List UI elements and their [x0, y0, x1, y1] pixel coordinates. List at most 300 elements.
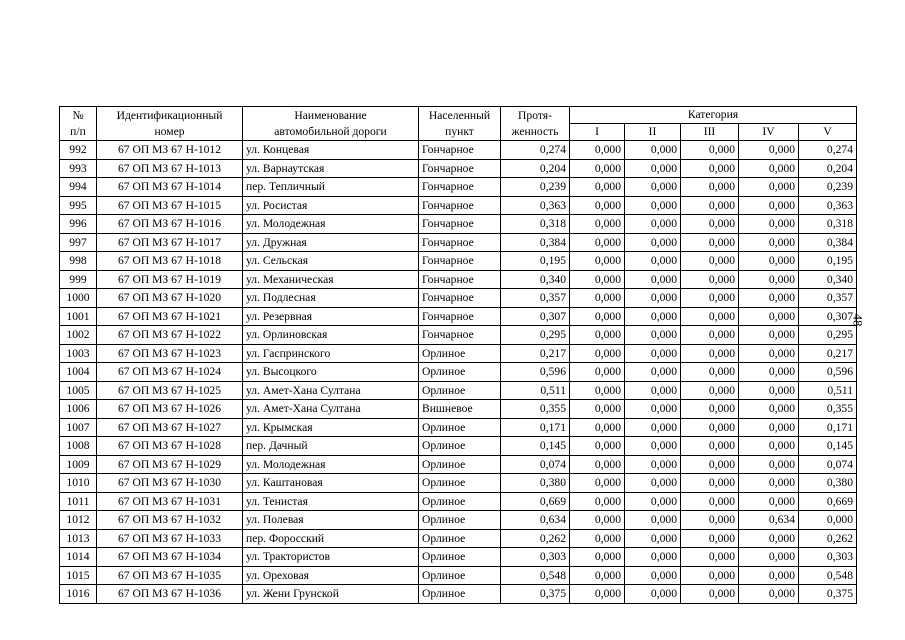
- row-category-3: 0,000: [681, 178, 739, 197]
- row-category-3: 0,000: [681, 326, 739, 345]
- row-road-name: ул. Дружная: [243, 233, 419, 252]
- row-number: 1010: [60, 474, 97, 493]
- row-road-name: ул. Варнаутская: [243, 159, 419, 178]
- row-place: Гончарное: [419, 178, 501, 197]
- row-category-4: 0,000: [739, 141, 799, 160]
- row-number: 1000: [60, 289, 97, 308]
- header-number: [60, 107, 97, 141]
- table-header: [60, 107, 857, 141]
- row-category-2: 0,000: [625, 270, 681, 289]
- row-road-name: ул. Жени Грунской: [243, 585, 419, 604]
- row-category-1: 0,000: [570, 215, 625, 234]
- row-category-1: 0,000: [570, 270, 625, 289]
- row-length: 0,357: [501, 289, 570, 308]
- row-number: 1012: [60, 511, 97, 530]
- row-road-name: пер. Тепличный: [243, 178, 419, 197]
- row-category-1: 0,000: [570, 492, 625, 511]
- row-road-name: ул. Орлиновская: [243, 326, 419, 345]
- row-category-4: 0,000: [739, 215, 799, 234]
- row-id: 67 ОП МЗ 67 Н-1017: [97, 233, 243, 252]
- row-place: Гончарное: [419, 270, 501, 289]
- row-length: 0,375: [501, 585, 570, 604]
- row-number: 997: [60, 233, 97, 252]
- row-length: 0,363: [501, 196, 570, 215]
- row-category-1: 0,000: [570, 474, 625, 493]
- row-category-2: 0,000: [625, 252, 681, 271]
- row-length: 0,295: [501, 326, 570, 345]
- row-road-name: ул. Амет-Хана Султана: [243, 381, 419, 400]
- row-road-name: ул. Крымская: [243, 418, 419, 437]
- row-category-4: 0,000: [739, 492, 799, 511]
- row-road-name: ул. Высоцкого: [243, 363, 419, 382]
- row-category-4: 0,000: [739, 418, 799, 437]
- row-number: 1007: [60, 418, 97, 437]
- row-length: 0,217: [501, 344, 570, 363]
- row-category-2: 0,000: [625, 233, 681, 252]
- row-category-5: 0,217: [799, 344, 857, 363]
- row-place: Гончарное: [419, 141, 501, 160]
- row-length: 0,074: [501, 455, 570, 474]
- row-category-2: 0,000: [625, 437, 681, 456]
- row-category-3: 0,000: [681, 141, 739, 160]
- header-number-line2: п/п: [70, 124, 86, 138]
- row-category-1: 0,000: [570, 233, 625, 252]
- row-category-2: 0,000: [625, 474, 681, 493]
- row-number: 996: [60, 215, 97, 234]
- row-category-5: 0,195: [799, 252, 857, 271]
- row-category-2: 0,000: [625, 529, 681, 548]
- row-number: 1003: [60, 344, 97, 363]
- row-category-2: 0,000: [625, 141, 681, 160]
- table-row: [60, 270, 857, 289]
- header-category-1: I: [570, 124, 625, 141]
- row-id: 67 ОП МЗ 67 Н-1024: [97, 363, 243, 382]
- row-category-5: 0,380: [799, 474, 857, 493]
- row-category-2: 0,000: [625, 307, 681, 326]
- row-place: Орлиное: [419, 585, 501, 604]
- row-category-3: 0,000: [681, 307, 739, 326]
- row-category-4: 0,000: [739, 381, 799, 400]
- row-length: 0,171: [501, 418, 570, 437]
- row-category-1: 0,000: [570, 252, 625, 271]
- header-number-line1: №: [72, 108, 84, 122]
- table-row: [60, 492, 857, 511]
- row-category-2: 0,000: [625, 215, 681, 234]
- row-category-2: 0,000: [625, 455, 681, 474]
- row-id: 67 ОП МЗ 67 Н-1021: [97, 307, 243, 326]
- row-length: 0,307: [501, 307, 570, 326]
- row-category-5: 0,318: [799, 215, 857, 234]
- row-length: 0,274: [501, 141, 570, 160]
- row-number: 1001: [60, 307, 97, 326]
- header-place-line1: Населенный: [428, 108, 491, 122]
- row-id: 67 ОП МЗ 67 Н-1022: [97, 326, 243, 345]
- row-length: 0,340: [501, 270, 570, 289]
- row-length: 0,262: [501, 529, 570, 548]
- row-category-1: 0,000: [570, 548, 625, 567]
- table-row: [60, 289, 857, 308]
- row-id: 67 ОП МЗ 67 Н-1015: [97, 196, 243, 215]
- row-category-5: 0,000: [799, 511, 857, 530]
- table-row: [60, 233, 857, 252]
- row-category-2: 0,000: [625, 326, 681, 345]
- row-length: 0,204: [501, 159, 570, 178]
- row-number: 1005: [60, 381, 97, 400]
- row-category-3: 0,000: [681, 566, 739, 585]
- page-number: 48: [850, 313, 866, 327]
- row-category-2: 0,000: [625, 344, 681, 363]
- row-number: 1016: [60, 585, 97, 604]
- row-category-5: 0,239: [799, 178, 857, 197]
- row-category-3: 0,000: [681, 585, 739, 604]
- row-id: 67 ОП МЗ 67 Н-1034: [97, 548, 243, 567]
- header-id-line1: Идентификационный: [116, 108, 223, 122]
- row-category-5: 0,074: [799, 455, 857, 474]
- row-place: Гончарное: [419, 252, 501, 271]
- row-id: 67 ОП МЗ 67 Н-1033: [97, 529, 243, 548]
- row-length: 0,596: [501, 363, 570, 382]
- row-category-4: 0,000: [739, 233, 799, 252]
- table-row: [60, 141, 857, 160]
- row-number: 1011: [60, 492, 97, 511]
- row-category-1: 0,000: [570, 178, 625, 197]
- row-length: 0,195: [501, 252, 570, 271]
- row-category-5: 0,511: [799, 381, 857, 400]
- row-id: 67 ОП МЗ 67 Н-1035: [97, 566, 243, 585]
- row-category-5: 0,307: [799, 307, 857, 326]
- row-category-4: 0,000: [739, 252, 799, 271]
- header-id-line2: номер: [154, 124, 185, 138]
- row-road-name: ул. Ореховая: [243, 566, 419, 585]
- row-place: Гончарное: [419, 159, 501, 178]
- table-row: [60, 381, 857, 400]
- row-length: 0,669: [501, 492, 570, 511]
- row-category-4: 0,000: [739, 548, 799, 567]
- row-category-2: 0,000: [625, 585, 681, 604]
- row-road-name: пер. Форосский: [243, 529, 419, 548]
- row-number: 999: [60, 270, 97, 289]
- row-category-4: 0,000: [739, 270, 799, 289]
- header-category-3: III: [681, 124, 739, 141]
- row-id: 67 ОП МЗ 67 Н-1019: [97, 270, 243, 289]
- row-number: 1014: [60, 548, 97, 567]
- row-category-1: 0,000: [570, 418, 625, 437]
- row-road-name: ул. Каштановая: [243, 474, 419, 493]
- row-number: 995: [60, 196, 97, 215]
- row-category-4: 0,000: [739, 289, 799, 308]
- table-row: [60, 437, 857, 456]
- header-name-line1: Наименование: [294, 108, 367, 122]
- row-length: 0,303: [501, 548, 570, 567]
- table-row: [60, 529, 857, 548]
- row-length: 0,384: [501, 233, 570, 252]
- row-road-name: ул. Гаспринского: [243, 344, 419, 363]
- row-category-1: 0,000: [570, 141, 625, 160]
- row-number: 998: [60, 252, 97, 271]
- row-road-name: ул. Молодежная: [243, 215, 419, 234]
- row-road-name: ул. Амет-Хана Султана: [243, 400, 419, 419]
- table-row: [60, 159, 857, 178]
- row-category-3: 0,000: [681, 400, 739, 419]
- row-road-name: ул. Полевая: [243, 511, 419, 530]
- row-category-4: 0,000: [739, 307, 799, 326]
- row-length: 0,511: [501, 381, 570, 400]
- row-place: Вишневое: [419, 400, 501, 419]
- row-category-3: 0,000: [681, 215, 739, 234]
- row-category-3: 0,000: [681, 474, 739, 493]
- header-category: Категория: [570, 107, 857, 124]
- row-category-1: 0,000: [570, 437, 625, 456]
- table-body: [60, 141, 857, 604]
- row-category-2: 0,000: [625, 159, 681, 178]
- row-place: Орлиное: [419, 566, 501, 585]
- header-category-4: IV: [739, 124, 799, 141]
- row-category-1: 0,000: [570, 289, 625, 308]
- row-road-name: ул. Резервная: [243, 307, 419, 326]
- row-category-3: 0,000: [681, 252, 739, 271]
- row-number: 1002: [60, 326, 97, 345]
- row-category-3: 0,000: [681, 233, 739, 252]
- row-number: 992: [60, 141, 97, 160]
- row-number: 1006: [60, 400, 97, 419]
- row-category-4: 0,000: [739, 437, 799, 456]
- header-id: [97, 107, 243, 141]
- row-id: 67 ОП МЗ 67 Н-1016: [97, 215, 243, 234]
- row-id: 67 ОП МЗ 67 Н-1012: [97, 141, 243, 160]
- row-category-2: 0,000: [625, 418, 681, 437]
- row-category-1: 0,000: [570, 455, 625, 474]
- row-category-4: 0,000: [739, 326, 799, 345]
- header-place-line2: пункт: [445, 124, 474, 138]
- row-category-1: 0,000: [570, 344, 625, 363]
- row-category-5: 0,274: [799, 141, 857, 160]
- row-place: Орлиное: [419, 492, 501, 511]
- row-length: 0,145: [501, 437, 570, 456]
- row-length: 0,548: [501, 566, 570, 585]
- row-length: 0,380: [501, 474, 570, 493]
- row-category-2: 0,000: [625, 492, 681, 511]
- row-category-1: 0,000: [570, 381, 625, 400]
- row-category-3: 0,000: [681, 381, 739, 400]
- row-category-5: 0,355: [799, 400, 857, 419]
- row-id: 67 ОП МЗ 67 Н-1026: [97, 400, 243, 419]
- row-category-3: 0,000: [681, 196, 739, 215]
- row-category-3: 0,000: [681, 270, 739, 289]
- header-name-line2: автомобильной дороги: [274, 124, 387, 138]
- row-place: Гончарное: [419, 196, 501, 215]
- row-id: 67 ОП МЗ 67 Н-1014: [97, 178, 243, 197]
- row-category-4: 0,000: [739, 159, 799, 178]
- table-row: [60, 344, 857, 363]
- row-road-name: ул. Концевая: [243, 141, 419, 160]
- table-row: [60, 548, 857, 567]
- row-id: 67 ОП МЗ 67 Н-1031: [97, 492, 243, 511]
- header-name: [243, 107, 419, 141]
- row-number: 1015: [60, 566, 97, 585]
- row-id: 67 ОП МЗ 67 Н-1036: [97, 585, 243, 604]
- table-row: [60, 455, 857, 474]
- row-category-1: 0,000: [570, 307, 625, 326]
- table-row: [60, 400, 857, 419]
- row-category-1: 0,000: [570, 400, 625, 419]
- row-category-2: 0,000: [625, 196, 681, 215]
- row-road-name: ул. Трактористов: [243, 548, 419, 567]
- row-category-1: 0,000: [570, 326, 625, 345]
- row-number: 994: [60, 178, 97, 197]
- row-place: Орлиное: [419, 381, 501, 400]
- roads-table: [59, 106, 857, 604]
- row-road-name: пер. Дачный: [243, 437, 419, 456]
- row-id: 67 ОП МЗ 67 Н-1028: [97, 437, 243, 456]
- table-row: [60, 418, 857, 437]
- row-road-name: ул. Молодежная: [243, 455, 419, 474]
- row-place: Орлиное: [419, 437, 501, 456]
- row-category-4: 0,000: [739, 196, 799, 215]
- row-place: Гончарное: [419, 215, 501, 234]
- row-category-3: 0,000: [681, 437, 739, 456]
- row-category-5: 0,145: [799, 437, 857, 456]
- row-category-3: 0,000: [681, 529, 739, 548]
- table-row: [60, 215, 857, 234]
- header-length-line1: Протя-: [518, 108, 552, 122]
- row-category-5: 0,363: [799, 196, 857, 215]
- row-road-name: ул. Сельская: [243, 252, 419, 271]
- row-place: Гончарное: [419, 289, 501, 308]
- table-row: [60, 307, 857, 326]
- row-number: 1008: [60, 437, 97, 456]
- row-category-5: 0,295: [799, 326, 857, 345]
- row-category-3: 0,000: [681, 548, 739, 567]
- row-id: 67 ОП МЗ 67 Н-1018: [97, 252, 243, 271]
- row-category-5: 0,357: [799, 289, 857, 308]
- row-category-4: 0,000: [739, 474, 799, 493]
- table-row: [60, 585, 857, 604]
- row-length: 0,355: [501, 400, 570, 419]
- row-category-4: 0,000: [739, 529, 799, 548]
- row-place: Орлиное: [419, 511, 501, 530]
- row-category-3: 0,000: [681, 344, 739, 363]
- row-category-5: 0,340: [799, 270, 857, 289]
- row-road-name: ул. Подлесная: [243, 289, 419, 308]
- row-category-4: 0,000: [739, 178, 799, 197]
- table-row: [60, 326, 857, 345]
- row-category-5: 0,171: [799, 418, 857, 437]
- row-category-2: 0,000: [625, 178, 681, 197]
- row-category-4: 0,000: [739, 363, 799, 382]
- row-id: 67 ОП МЗ 67 Н-1023: [97, 344, 243, 363]
- row-number: 1009: [60, 455, 97, 474]
- row-category-1: 0,000: [570, 159, 625, 178]
- row-id: 67 ОП МЗ 67 Н-1032: [97, 511, 243, 530]
- row-number: 1004: [60, 363, 97, 382]
- row-category-1: 0,000: [570, 566, 625, 585]
- row-road-name: ул. Тенистая: [243, 492, 419, 511]
- table-row: [60, 474, 857, 493]
- row-category-5: 0,384: [799, 233, 857, 252]
- row-category-2: 0,000: [625, 566, 681, 585]
- row-number: 1013: [60, 529, 97, 548]
- header-category-5: V: [799, 124, 857, 141]
- row-number: 993: [60, 159, 97, 178]
- row-category-5: 0,204: [799, 159, 857, 178]
- row-category-2: 0,000: [625, 511, 681, 530]
- row-id: 67 ОП МЗ 67 Н-1027: [97, 418, 243, 437]
- row-category-3: 0,000: [681, 511, 739, 530]
- row-category-4: 0,000: [739, 566, 799, 585]
- header-place: [419, 107, 501, 141]
- row-category-5: 0,669: [799, 492, 857, 511]
- row-place: Орлиное: [419, 344, 501, 363]
- row-id: 67 ОП МЗ 67 Н-1013: [97, 159, 243, 178]
- row-length: 0,318: [501, 215, 570, 234]
- row-category-2: 0,000: [625, 381, 681, 400]
- row-road-name: ул. Росистая: [243, 196, 419, 215]
- row-category-1: 0,000: [570, 511, 625, 530]
- header-length-line2: женность: [511, 124, 559, 138]
- row-place: Орлиное: [419, 548, 501, 567]
- row-category-3: 0,000: [681, 455, 739, 474]
- header-category-2: II: [625, 124, 681, 141]
- row-category-4: 0,000: [739, 455, 799, 474]
- table-row: [60, 566, 857, 585]
- row-place: Орлиное: [419, 455, 501, 474]
- row-place: Орлиное: [419, 529, 501, 548]
- row-place: Орлиное: [419, 418, 501, 437]
- row-id: 67 ОП МЗ 67 Н-1030: [97, 474, 243, 493]
- row-length: 0,634: [501, 511, 570, 530]
- row-category-4: 0,000: [739, 585, 799, 604]
- row-category-1: 0,000: [570, 363, 625, 382]
- row-id: 67 ОП МЗ 67 Н-1029: [97, 455, 243, 474]
- row-category-3: 0,000: [681, 418, 739, 437]
- row-category-1: 0,000: [570, 585, 625, 604]
- table-row: [60, 178, 857, 197]
- row-category-3: 0,000: [681, 289, 739, 308]
- row-place: Орлиное: [419, 474, 501, 493]
- row-category-5: 0,548: [799, 566, 857, 585]
- row-place: Орлиное: [419, 363, 501, 382]
- row-category-4: 0,000: [739, 400, 799, 419]
- row-category-3: 0,000: [681, 159, 739, 178]
- row-category-2: 0,000: [625, 548, 681, 567]
- row-category-5: 0,375: [799, 585, 857, 604]
- row-category-4: 0,634: [739, 511, 799, 530]
- row-length: 0,239: [501, 178, 570, 197]
- row-category-4: 0,000: [739, 344, 799, 363]
- row-category-5: 0,303: [799, 548, 857, 567]
- row-road-name: ул. Механическая: [243, 270, 419, 289]
- row-category-3: 0,000: [681, 492, 739, 511]
- row-category-2: 0,000: [625, 400, 681, 419]
- row-category-5: 0,262: [799, 529, 857, 548]
- row-category-3: 0,000: [681, 363, 739, 382]
- table-row: [60, 363, 857, 382]
- row-category-1: 0,000: [570, 196, 625, 215]
- row-category-5: 0,596: [799, 363, 857, 382]
- header-length: [501, 107, 570, 141]
- row-id: 67 ОП МЗ 67 Н-1025: [97, 381, 243, 400]
- row-place: Гончарное: [419, 307, 501, 326]
- table-row: [60, 196, 857, 215]
- table-row: [60, 252, 857, 271]
- row-category-2: 0,000: [625, 363, 681, 382]
- row-place: Гончарное: [419, 233, 501, 252]
- row-place: Гончарное: [419, 326, 501, 345]
- row-category-2: 0,000: [625, 289, 681, 308]
- row-category-1: 0,000: [570, 529, 625, 548]
- table-row: [60, 511, 857, 530]
- row-id: 67 ОП МЗ 67 Н-1020: [97, 289, 243, 308]
